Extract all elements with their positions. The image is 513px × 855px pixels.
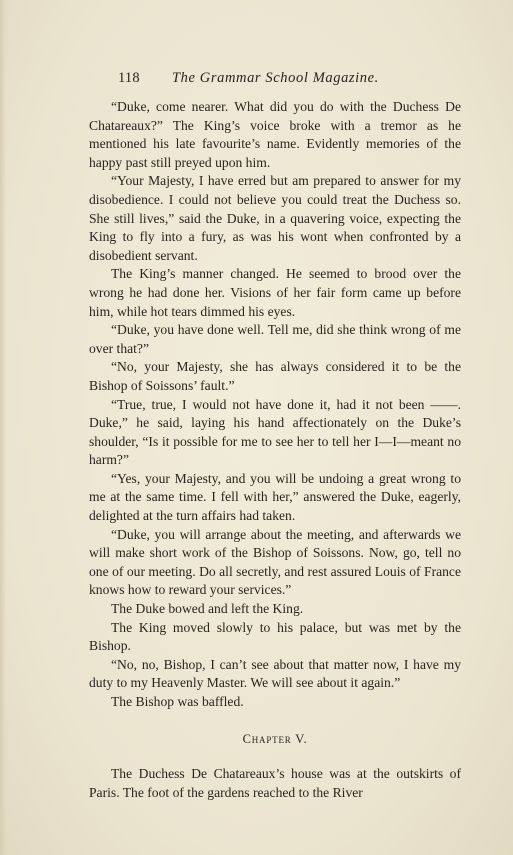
paragraph: The Bishop was baffled.	[111, 694, 244, 709]
paragraph: “True, true, I would not have done it, had it not been ——. Duke,” he said, laying his hand affectionately on the Duke’s shoulder, “Is it possible for me to see her to tell her I—I—meant no harm?”	[89, 396, 461, 468]
body-text	[89, 98, 461, 802]
page-spine-shadow	[0, 0, 6, 855]
paragraph: “No, no, Bishop, I can’t see about that matter now, I have my duty to my Heavenly Master. We will see about it again.”	[89, 656, 461, 691]
paragraph: “Your Majesty, I have erred but am prepared to answer for my disobedience. I could not believe you could treat the Duchess so. She still lives,” said the Duke, in a quavering voice, expecting the King to fly into a fury, as was his wont when confronted by a disobedient servant.	[89, 173, 461, 263]
paragraph: “Duke, come nearer. What did you do with the Duchess De Chatareaux?” The King’s voice broke with a tremor as he mentioned his late favourite’s name. Evidently memories of the happy past still preyed upon him.	[89, 99, 461, 170]
paragraph: “Duke, you will arrange about the meeting, and afterwards we will make short work of the Bishop of Soissons. Now, go, tell no one of our meeting. Do all secretly, and rest assured Louis of France knows how to reward your services.”	[89, 526, 461, 598]
paragraph: The Duchess De Chatareaux’s house was at the outskirts of Paris. The foot of the gardens reached to the River	[89, 766, 461, 800]
paragraph: “No, your Majesty, she has always considered it to be the Bishop of Soissons’ fault.”	[89, 359, 461, 393]
paragraph: The King’s manner changed. He seemed to brood over the wrong he had done her. Visions of her fair form came up before him, while hot tears dimmed his eyes.	[89, 266, 461, 319]
page-number: 118	[118, 70, 140, 86]
paragraph: “Yes, your Majesty, and you will be undoing a great wrong to me at the same time. I fell with her,” answered the Duke, eagerly, delighted at the turn affairs had taken.	[89, 470, 461, 524]
running-title: The Grammar School Magazine.	[172, 70, 379, 86]
paragraph: The Duke bowed and left the King.	[111, 601, 304, 617]
paragraph: “Duke, you have done well. Tell me, did she think wrong of me over that?”	[89, 322, 461, 356]
chapter-heading: Chapter V.	[242, 731, 308, 746]
page-header	[118, 70, 463, 88]
paragraph: The King moved slowly to his palace, but was met by the Bishop.	[89, 619, 461, 654]
